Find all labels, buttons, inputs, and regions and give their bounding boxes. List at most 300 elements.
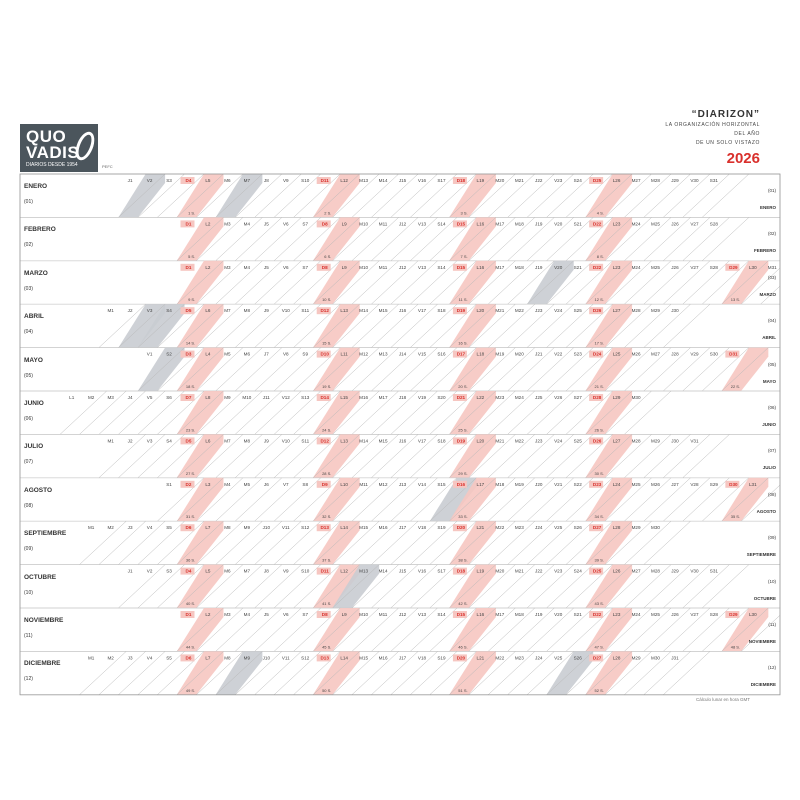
day-label: J18 [398,395,407,400]
day-label: L7 [205,655,211,661]
day-label: S31 [709,178,718,183]
day-label: M18 [514,221,524,227]
week-number: 29 S. [458,470,468,476]
day-label: S31 [709,568,718,574]
day-label: M10 [242,395,252,400]
day-label: L2 [205,221,211,227]
week-number: 23 S. [185,427,196,433]
day-label: V12 [281,395,290,400]
day-label: V24 [554,438,563,444]
day-label: M28 [651,178,660,183]
day-label: J15 [398,568,407,574]
day-label: M15 [378,308,388,314]
day-label: M21 [514,178,524,183]
day-label: V13 [417,221,427,227]
day-label: L26 [612,568,621,574]
day-label: J4 [127,395,133,400]
day-divider [527,521,574,564]
day-label: S18 [437,308,446,314]
week-number: 27 S. [185,470,196,476]
day-label: L4 [205,351,211,357]
week-number: 10 S. [322,297,332,303]
day-label: M10 [359,612,369,617]
day-divider [527,565,574,608]
day-divider [274,608,321,651]
day-label: D4 [185,178,192,183]
day-label: V26 [554,395,563,400]
day-label: V25 [554,655,563,661]
day-label: D1 [185,612,192,617]
day-label: D1 [185,264,192,270]
day-label: S30 [709,351,718,357]
month-number-right-1: (01) [767,188,776,193]
day-label: M1 [87,655,95,661]
day-label: M18 [514,612,524,617]
day-divider [391,565,438,608]
day-label: D12 [320,438,329,444]
day-label: M3 [224,221,231,227]
day-label: J15 [398,178,407,183]
day-label: J23 [535,438,543,444]
day-label: L13 [340,438,348,444]
day-label: D6 [185,655,192,661]
day-divider [235,521,282,564]
week-number: 36 S. [185,557,196,563]
day-divider [255,261,302,304]
day-label: J24 [535,525,543,531]
day-label: M2 [107,525,114,531]
day-divider [118,391,165,434]
day-divider [255,348,302,391]
day-label: D13 [320,655,329,661]
day-divider [274,261,321,304]
day-label: M23 [514,525,524,531]
day-label: M9 [243,655,251,661]
day-label: L9 [341,221,347,227]
day-divider [527,434,574,477]
day-divider [274,565,321,608]
month-name-6: JUNIO [24,400,44,407]
day-label: V17 [417,438,427,444]
day-divider [99,651,146,694]
day-label: L23 [612,221,621,227]
day-label: S21 [573,221,582,227]
day-label: J25 [535,395,543,400]
day-label: M13 [378,351,388,357]
day-label: D21 [456,395,466,400]
day-label: M24 [631,264,641,270]
day-label: M10 [359,221,369,227]
day-label: M13 [359,178,369,183]
day-label: J9 [263,438,269,444]
day-label: L15 [340,395,348,400]
day-divider [527,391,574,434]
day-label: V28 [690,481,699,487]
day-label: V4 [146,525,153,531]
day-label: J19 [535,221,543,227]
week-number: 31 S. [185,514,196,520]
day-label: M17 [378,395,388,400]
day-label: S24 [573,568,582,574]
week-number: 43 S. [594,601,604,606]
week-number: 28 S. [322,470,332,476]
day-label: L30 [748,264,757,270]
day-label: V11 [281,655,290,661]
month-number-right-7: (07) [767,448,776,454]
week-number: 1 S. [188,210,196,216]
day-label: M24 [514,395,524,400]
day-label: V20 [554,221,563,227]
day-label: D19 [456,308,466,314]
day-label: M23 [514,655,524,661]
day-label: J26 [671,221,679,227]
week-number: 5 S. [188,253,196,259]
week-number: 30 S. [594,470,604,476]
day-label: V14 [417,481,427,487]
day-divider [391,261,438,304]
day-label: J2 [127,438,133,444]
day-label: S7 [302,264,309,270]
day-label: M2 [107,655,114,661]
day-label: S3 [166,568,172,574]
day-label: V20 [554,264,563,270]
day-label: L16 [476,612,485,617]
day-label: M8 [224,525,231,531]
day-label: D5 [185,308,192,314]
month-name-right-4: ABRIL [762,335,776,341]
day-label: L8 [205,395,211,400]
day-divider [255,478,302,521]
month-number-right-4: (04) [767,318,776,324]
week-number: 42 S. [458,601,468,606]
day-label: S10 [301,178,310,183]
day-label: L2 [205,264,211,270]
month-name-right-11: NOVIEMBRE [748,639,776,644]
month-name-3: MARZO [24,269,48,277]
day-divider [138,391,185,434]
day-label: M7 [224,308,231,314]
day-divider [527,304,574,347]
day-divider [255,608,302,651]
day-label: D12 [320,308,329,314]
week-number: 33 S. [458,514,468,520]
day-label: D26 [592,438,602,444]
day-label: V27 [690,264,699,270]
month-name-right-9: SEPTIEMBRE [746,552,776,558]
day-divider [391,608,438,651]
day-label: L21 [476,655,485,661]
day-label: L10 [340,481,348,487]
day-divider [235,217,282,260]
day-divider [118,434,165,477]
day-divider [391,391,438,434]
day-label: J20 [535,481,543,487]
day-label: M12 [359,351,369,357]
day-label: J26 [671,264,679,270]
day-label: M27 [631,568,641,574]
month-number-6: (06) [24,416,33,422]
day-label: D5 [185,438,192,444]
day-label: J6 [263,481,269,487]
day-label: L6 [205,438,211,444]
day-label: M3 [224,264,231,270]
day-label: M11 [359,481,368,487]
month-name-right-12: DICIEMBRE [750,682,776,688]
day-label: L12 [340,178,348,183]
day-label: J19 [535,612,543,617]
day-label: V9 [282,178,289,183]
day-label: D8 [321,612,328,617]
day-label: M4 [224,481,231,487]
day-label: M8 [224,655,231,661]
day-divider [391,478,438,521]
day-divider [255,565,302,608]
day-label: M21 [495,308,505,314]
week-number: 11 S. [458,297,468,303]
day-label: L18 [476,351,485,357]
day-label: M18 [514,264,524,270]
day-label: M11 [378,221,388,227]
day-divider [60,391,107,434]
week-number: 52 S. [594,687,604,693]
day-label: L14 [340,655,348,661]
day-label: M6 [243,351,251,357]
day-divider [235,565,282,608]
day-label: D20 [456,525,466,531]
day-label: D22 [592,612,602,617]
day-label: M1 [107,438,114,444]
day-label: J29 [671,568,679,574]
day-label: S17 [437,568,446,574]
day-label: S15 [437,481,446,487]
day-label: M15 [359,525,369,531]
day-label: L17 [476,481,485,487]
day-label: S2 [166,351,172,357]
day-divider [527,217,574,260]
day-divider [79,651,126,694]
day-label: J1 [127,178,133,183]
day-label: S4 [166,438,172,444]
day-label: M24 [631,221,641,227]
logo-line1: QUO [26,127,67,146]
day-divider [391,434,438,477]
product-name: “DIARIZON” [691,109,760,120]
day-divider [79,521,126,564]
month-name-right-7: JULIO [762,465,776,471]
day-divider [235,348,282,391]
week-number: 3 S. [460,210,468,216]
day-label: M20 [495,178,505,183]
month-number-10: (10) [24,589,33,596]
day-label: D8 [321,264,328,270]
day-label: L9 [341,612,347,617]
month-number-right-3: (03) [767,274,776,280]
day-label: D3 [185,351,192,357]
day-label: D7 [185,395,192,400]
day-divider [235,434,282,477]
day-label: D22 [592,264,602,270]
day-label: M11 [378,612,388,617]
day-label: D18 [456,178,466,183]
day-divider [663,304,710,347]
day-label: D28 [592,395,602,400]
day-label: S25 [573,438,582,444]
day-label: J17 [398,525,407,531]
day-label: L24 [612,481,621,487]
day-label: J28 [671,351,679,357]
day-label: D15 [456,612,466,617]
day-label: V8 [282,351,289,357]
day-label: J17 [398,655,407,661]
month-number-2: (02) [24,242,33,249]
month-number-4: (04) [24,329,33,336]
week-number: 45 S. [322,644,332,650]
day-label: D18 [456,568,466,574]
day-label: J9 [263,308,269,314]
week-number: 32 S. [322,514,332,520]
day-label: V6 [282,221,289,227]
day-label: J31 [671,655,679,661]
day-label: S13 [301,395,310,400]
day-label: L25 [612,351,621,357]
week-number: 12 S. [594,297,604,303]
day-label: M6 [224,568,231,574]
day-label: S20 [437,395,446,400]
day-label: M2 [87,395,95,400]
month-number-5: (05) [24,372,33,379]
day-label: L21 [476,525,485,531]
day-label: V15 [417,351,427,357]
day-label: M7 [224,438,231,444]
day-label: L31 [748,481,757,487]
day-label: S19 [437,525,446,531]
day-label: S10 [301,568,310,574]
day-label: L23 [612,264,621,270]
day-label: J16 [398,308,407,314]
day-label: L20 [476,438,485,444]
month-name-12: DICIEMBRE [24,660,61,668]
month-number-right-8: (08) [767,491,776,497]
day-label: J5 [263,221,269,227]
day-label: V3 [146,438,153,444]
day-divider [235,478,282,521]
day-label: L5 [205,178,211,183]
day-label: V22 [554,351,563,357]
day-label: M11 [378,264,388,270]
week-number: 4 S. [596,210,604,216]
day-divider [138,565,185,608]
day-label: M26 [631,351,641,357]
day-label: D15 [456,221,466,227]
day-divider [79,391,126,434]
day-label: J13 [398,481,407,487]
month-name-right-10: OCTUBRE [753,595,776,601]
day-label: M6 [224,178,231,183]
day-label: L14 [340,525,348,531]
day-label: M16 [378,655,388,661]
day-label: J1 [127,568,133,574]
day-label: M14 [378,568,388,574]
day-label: M3 [107,395,114,400]
day-label: J5 [263,612,269,617]
day-label: J22 [535,178,543,183]
day-label: S3 [166,178,172,183]
day-divider [527,348,574,391]
day-label: M10 [359,264,369,270]
day-label: M25 [651,612,660,617]
month-number-1: (01) [24,199,33,205]
day-label: M9 [243,525,251,531]
day-label: D10 [320,351,329,357]
day-label: M7 [243,568,251,574]
day-label: L20 [476,308,485,314]
day-label: V1 [146,351,153,357]
week-number: 20 S. [458,384,468,389]
day-label: J8 [263,178,269,183]
day-label: D6 [185,525,192,531]
day-divider [118,521,165,564]
day-label: S14 [437,221,446,227]
week-number: 46 S. [458,644,468,650]
day-divider [255,434,302,477]
day-label: J7 [263,351,269,357]
week-number: 40 S. [185,601,196,606]
day-divider [274,348,321,391]
month-name-7: JULIO [24,443,44,451]
day-label: L23 [612,612,621,617]
day-divider [99,434,146,477]
day-label: V30 [690,178,699,183]
day-label: D14 [320,395,329,400]
day-label: L30 [748,612,757,617]
day-label: S28 [709,264,718,270]
week-number: 39 S. [594,557,604,563]
day-label: V2 [146,178,153,183]
day-divider [663,651,710,694]
day-label: M24 [631,612,641,617]
day-label: M25 [631,481,641,487]
day-label: M22 [495,655,505,661]
day-label: D29 [729,612,738,617]
day-label: D9 [321,481,328,487]
week-number: 13 S. [730,297,741,303]
day-divider [118,565,165,608]
day-label: M27 [631,178,641,183]
day-label: V4 [146,655,153,661]
day-label: M31 [767,264,777,270]
day-label: M25 [651,221,660,227]
day-label: S7 [302,221,309,227]
day-divider [391,521,438,564]
day-divider [138,651,185,694]
day-label: V23 [554,568,563,574]
week-number: 44 S. [185,644,196,650]
day-label: M4 [243,264,251,270]
tagline-3: DE UN SOLO VISTAZO [695,140,760,146]
day-label: V10 [281,308,290,314]
day-label: D24 [592,351,602,357]
day-label: L5 [205,568,211,574]
day-label: J10 [262,525,271,531]
day-label: J2 [127,308,133,314]
day-label: V11 [281,525,290,531]
day-label: M7 [243,178,251,183]
day-label: M14 [378,178,388,183]
day-divider [663,478,710,521]
week-number: 16 S. [458,340,468,346]
day-label: J19 [535,264,543,270]
month-number-right-12: (12) [767,665,776,671]
